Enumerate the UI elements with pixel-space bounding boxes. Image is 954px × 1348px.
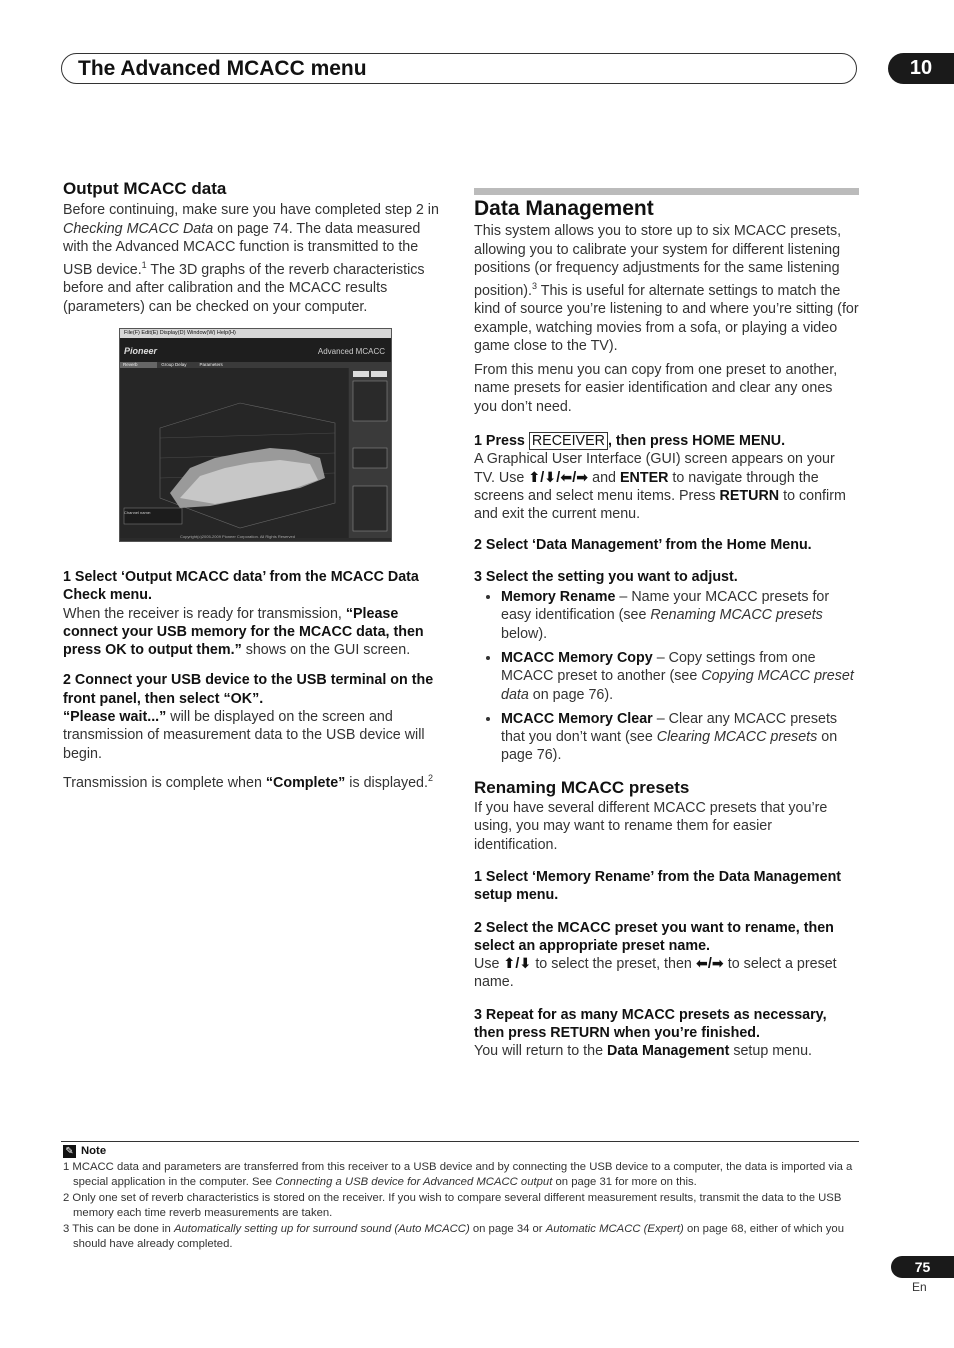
app-copyright: Copyright(c)2005-2009 Pioneer Corporation. All Rights Reserved (180, 534, 295, 539)
arrow-keys-icon: ⬆/⬇/⬅/➡ (528, 469, 589, 486)
dm-step-1-body: A Graphical User Interface (GUI) screen appears on your TV. Use ⬆/⬇/⬅/➡ and ENTER to navigate through the screens and select menu items. Press RETURN to confirm and exit the current menu. (474, 451, 846, 523)
data-mgmt-intro: This system allows you to store up to six MCACC presets, allowing you to calibrate your system for different listening positions (or frequency adjustments for the same listening position).$^3$ This is useful for alternate settings to match the kind of source you’re listening to and where you’re sitting (for example, watching movies from a sofa, or playing a video game close to the TV). (474, 223, 859, 354)
output-step-1-body: When the receiver is ready for transmission, “Please connect your USB memory for the MCACC data, then press OK to output them.” shows on the GUI screen. (63, 605, 424, 659)
tab-reverb: Reverb (120, 362, 157, 368)
output-step-2-title: 2 Connect your USB device to the USB terminal on the front panel, then select “OK”. (63, 672, 434, 707)
output-step-2-body: “Please wait...” will be displayed on the screen and transmission of measurement data to the USB device will begin. (63, 709, 425, 762)
output-intro: Before continuing, make sure you have completed step 2 in Checking MCACC Data on page 74. The data measured with the Advanced MCACC function is transmitted to the USB device.$^1$ The 3D graphs of the reverb characteristics before and after calibration and the MCACC results (parameters) can be checked on your computer. (63, 202, 439, 315)
up-down-icon: ⬆/⬇ (503, 956, 532, 973)
footnote-3: 3 This can be done in Automatically setting up for surround sound (Auto MCACC) on page 34 or Automatic MCACC (Expert) on page 68, either of which you should have already completed. (63, 1223, 844, 1250)
data-mgmt-intro2: From this menu you can copy from one preset to another, name presets for easier identification and clear any ones you don’t need. (474, 362, 838, 415)
rename-step-3-title: 3 Repeat for as many MCACC presets as necessary, then press RETURN when you’re finished. (474, 1006, 827, 1042)
tab-group-delay: Group Delay (161, 362, 187, 367)
pioneer-logo: Pioneer (124, 346, 158, 356)
section-heading-data-management: Data Management (474, 197, 654, 220)
rename-step-3-body: You will return to the Data Management setup menu. (474, 1043, 813, 1060)
pencil-icon: ✎ (63, 1145, 76, 1158)
reverb-3d-graph (120, 368, 391, 538)
left-right-icon: ⬅/➡ (695, 956, 724, 973)
app-title: Advanced MCACC (317, 347, 385, 356)
dm-step-1-title: 1 Press RECEIVER , then press HOME MENU. (474, 433, 786, 450)
section-heading-output-mcacc: Output MCACC data (63, 179, 227, 198)
channel-name-label: Channel name: (124, 510, 152, 515)
left-steps (63, 556, 447, 798)
page-number: 75 (891, 1256, 954, 1278)
left-column (63, 180, 447, 322)
footnotes: ✎ Note 1 MCACC data and parameters are transferred from this receiver to a USB device and by connecting the USB device to a computer, the data is imported via a special application in the computer. See Connecting a USB device for Advanced MCACC output on page 31 for more on this. 2 Only one set of reverb characteristics is stored on the receiver. If you wish to compare several different measurement results, transmit the data to the USB memory each time reverb measurements are taken. 3 This can be done in Automatically setting up for surround sound (Auto MCACC) on page 34 or Automatic MCACC (Expert) on page 68, either of which you should have already completed. (61, 1141, 859, 1253)
rename-step-2-body: Use ⬆/⬇ to select the preset, then ⬅/➡ to select a preset name. (474, 956, 837, 991)
renaming-intro: If you have several different MCACC presets that you’re using, you may want to rename them for easier identification. (474, 800, 828, 853)
dm-step-2-title: 2 Select ‘Data Management’ from the Home Menu. (474, 536, 812, 553)
chapter-title: The Advanced MCACC menu (78, 57, 367, 80)
section-bar (474, 188, 859, 195)
chapter-header (61, 53, 857, 84)
footnote-1: 1 MCACC data and parameters are transferred from this receiver to a USB device and by connecting the USB device to a computer, the data is imported via a special application in the computer. See Connecting a USB device for Advanced MCACC output on page 31 for more on this. (63, 1161, 853, 1188)
output-complete: Transmission is complete when “Complete” is displayed.$^2$ (63, 772, 433, 791)
sub-heading-renaming: Renaming MCACC presets (474, 777, 690, 797)
app-menubar: File(F) Edit(E) Display(D) Window(W) Help(H) (120, 329, 391, 338)
output-step-1-title: 1 Select ‘Output MCACC data’ from the MCACC Data Check menu. (63, 569, 419, 604)
rename-step-1-title: 1 Select ‘Memory Rename’ from the Data Management setup menu. (474, 868, 842, 904)
settings-list (474, 588, 859, 765)
list-item: • MCACC Memory Copy – Copy settings from one MCACC preset to another (see Copying MCACC preset data on page 76). (501, 649, 859, 704)
rename-step-2-title: 2 Select the MCACC preset you want to rename, then select an appropriate preset name. (474, 919, 834, 954)
list-item: • MCACC Memory Clear – Clear any MCACC presets that you don’t want (see Clearing MCACC presets on page 76). (501, 710, 859, 765)
dm-step-3-title: 3 Select the setting you want to adjust. (474, 568, 738, 585)
list-item: • Memory Rename – Name your MCACC presets for easy identification (see Renaming MCACC presets below). (501, 588, 859, 643)
right-column (474, 197, 859, 1067)
chapter-number: 10 (888, 53, 954, 84)
language-code: En (912, 1280, 927, 1294)
receiver-key: RECEIVER (529, 432, 608, 450)
mcacc-app-screenshot (119, 328, 392, 542)
footnote-2: 2 Only one set of reverb characteristics is stored on the receiver. If you wish to compare several different measurement results, transmit the data to the USB memory each time reverb measurements are taken. (63, 1192, 842, 1219)
tab-parameters: Parameters (199, 362, 223, 367)
